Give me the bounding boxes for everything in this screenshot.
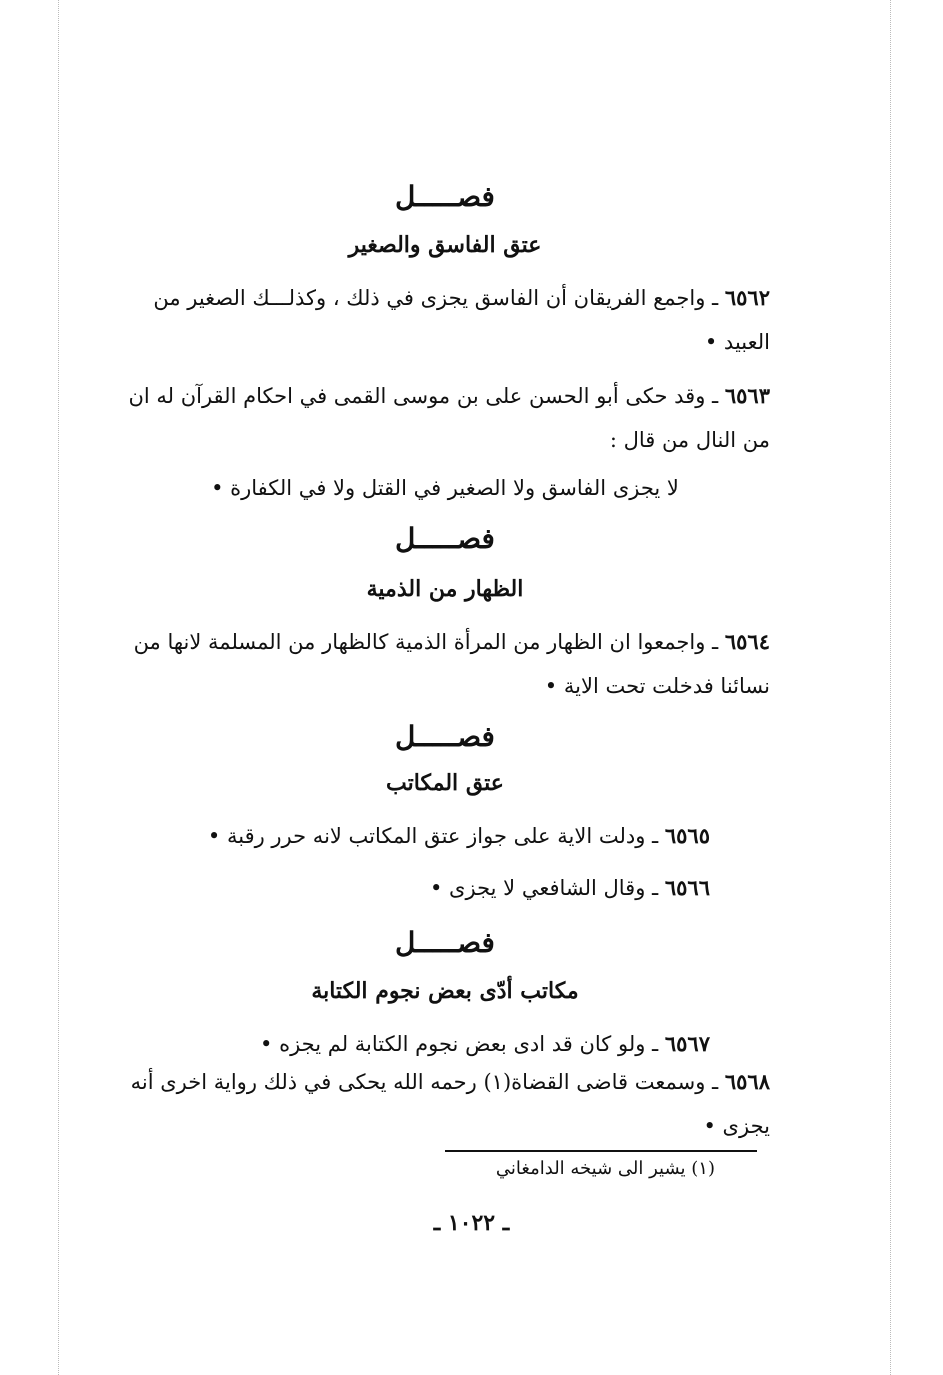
paragraph-number: ٦٥٦٦ [664, 875, 710, 900]
paragraph-text: لا يجزى الفاسق ولا الصغير في القتل ولا في الكفارة • [211, 476, 679, 500]
section-fasl: فصـــــل [395, 180, 495, 213]
section-fasl: فصـــــل [395, 720, 495, 753]
paragraph [120, 1060, 770, 1148]
paragraph [120, 814, 770, 858]
footnote: (١) يشير الى شيخه الدامغاني [495, 1158, 715, 1179]
paragraph-number: ٦٥٦٧ [664, 1031, 710, 1056]
paragraph-text: ـ ولو كان قد ادى بعض نجوم الكتابة لم يجزه • [260, 1032, 665, 1056]
paragraph [120, 466, 770, 510]
paragraph-text: ـ واجمعوا ان الظهار من المرأة الذمية كالظهار من المسلمة لانها من نسائنا فدخلت تحت الاية • [133, 630, 770, 698]
margin-dots [58, 0, 59, 1375]
paragraph [120, 374, 770, 462]
paragraph-text: ـ وقد حكى أبو الحسن على بن موسى القمى في احكام القرآن له ان من النال من قال : [128, 384, 770, 452]
paragraph-number: ٦٥٦٤ [724, 629, 770, 654]
paragraph-text: ـ وقال الشافعي لا يجزى • [430, 876, 665, 900]
section-title: عتق المكاتب [386, 770, 504, 796]
paragraph [120, 866, 770, 910]
paragraph-text: ـ ودلت الاية على جواز عتق المكاتب لانه حرر رقبة • [207, 824, 665, 848]
page-number: ـ ١٠٢٢ ـ [433, 1210, 510, 1236]
section-title: مكاتب أدّى بعض نجوم الكتابة [311, 978, 579, 1004]
section-fasl: فصـــــل [395, 522, 495, 555]
section-fasl: فصـــــل [395, 926, 495, 959]
paragraph-number: ٦٥٦٨ [724, 1069, 770, 1094]
paragraph-number: ٦٥٦٥ [664, 823, 710, 848]
section-title: الظهار من الذمية [366, 576, 524, 602]
paragraph-number: ٦٥٦٢ [724, 285, 770, 310]
paragraph [120, 620, 770, 708]
section-title: عتق الفاسق والصغير [348, 232, 542, 258]
paragraph-text: ـ وسمعت قاضى القضاة(١) رحمه الله يحكى في ذلك رواية اخرى أنه يجزى • [130, 1070, 770, 1138]
paragraph [120, 276, 770, 364]
paragraph-number: ٦٥٦٣ [724, 383, 770, 408]
margin-dots [890, 0, 891, 1375]
paragraph-text: ـ واجمع الفريقان أن الفاسق يجزى في ذلك ، وكذلـــك الصغير من العبيد • [153, 286, 770, 354]
footnote-rule [445, 1150, 757, 1152]
